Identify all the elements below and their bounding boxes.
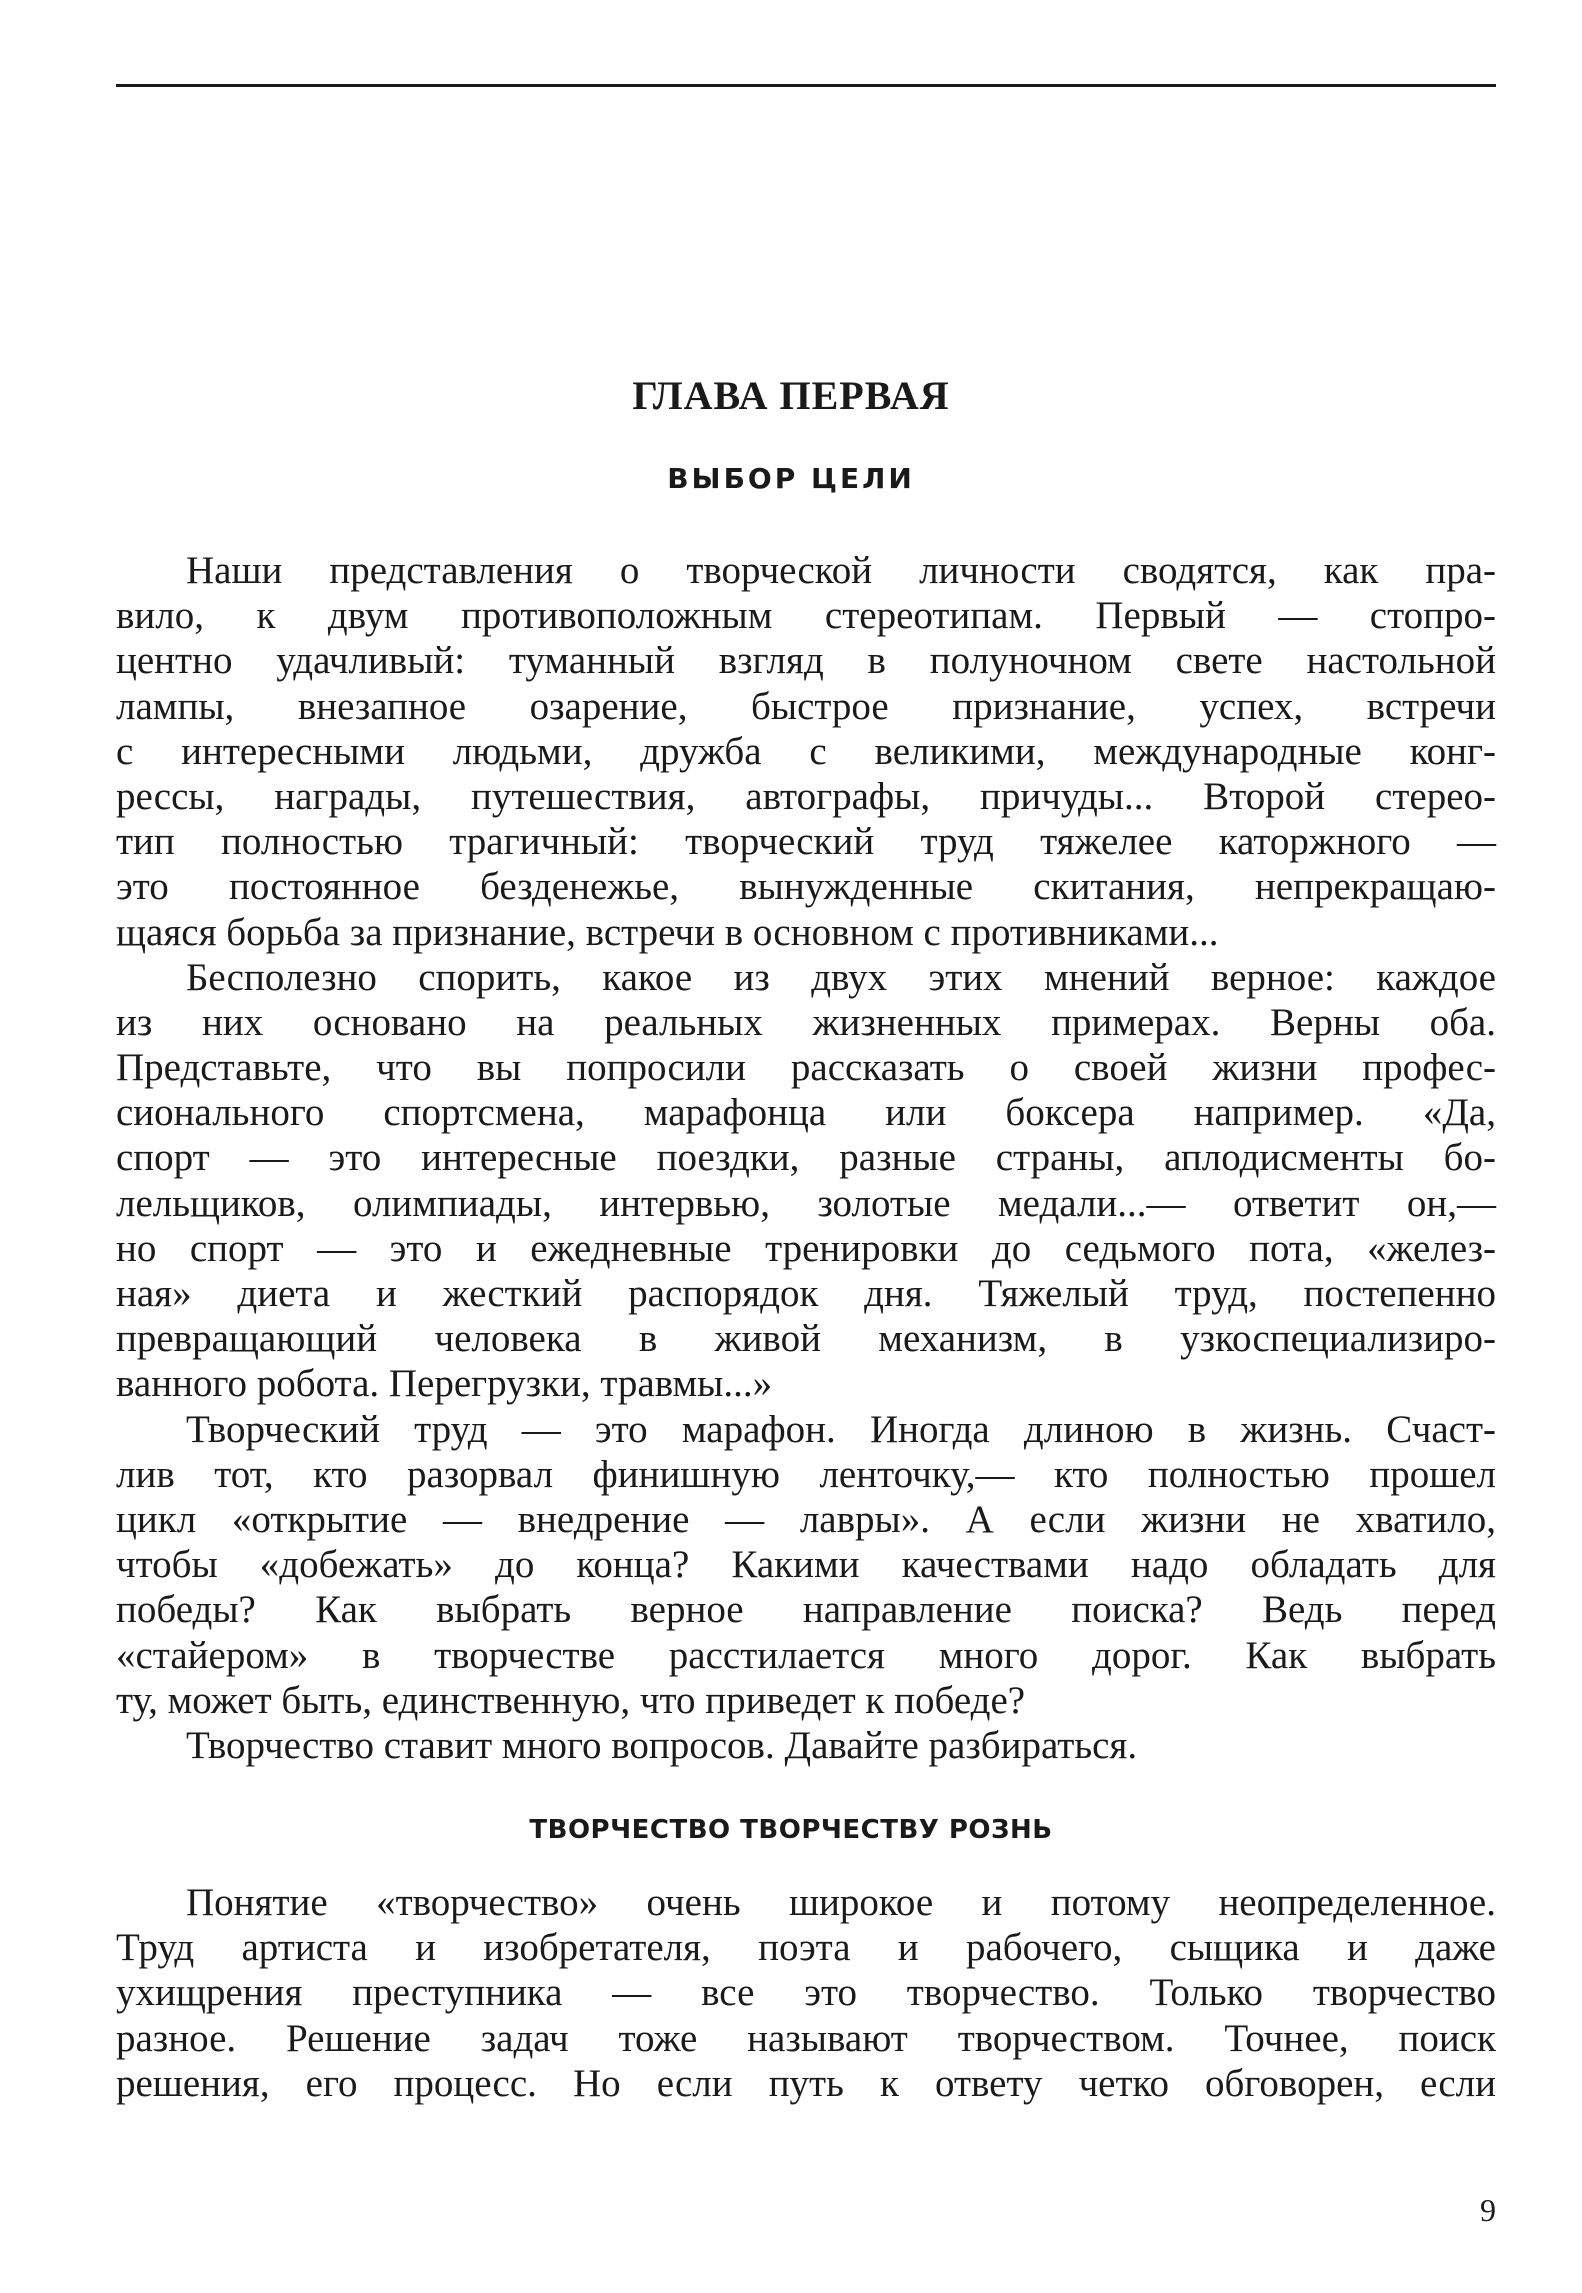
text-line: лампы, внезапное озарение, быстрое признание, успех, встречи	[116, 684, 1496, 728]
text-line: рессы, награды, путешествия, автографы, причуды... Второй стерео-	[116, 774, 1496, 818]
text-line: Понятие «творчество» очень широкое и потому неопределенное.	[186, 1881, 1496, 1924]
text-line: ту, может быть, единственную, что приведет к победе?	[116, 1678, 1026, 1722]
text-line: Творчество ставит много вопросов. Давайте разбираться.	[186, 1723, 1138, 1767]
header-rule	[116, 84, 1496, 87]
section-title: ВЫБОР ЦЕЛИ	[667, 462, 915, 495]
text-line: цикл «открытие — внедрение — лавры». А если жизни не хватило,	[116, 1497, 1496, 1541]
text-line: лельщиков, олимпиады, интервью, золотые медали...— ответит он,—	[116, 1181, 1496, 1225]
page-number: 9	[1480, 2192, 1496, 2228]
text-line: это постоянное безденежье, вынужденные скитания, непрекращаю-	[116, 865, 1496, 909]
text-line: Бесполезно спорить, какое из двух этих мнений верное: каждое	[186, 955, 1496, 999]
text-line: с интересными людьми, дружба с великими, международные конг-	[116, 729, 1496, 773]
text-line: ванного робота. Перегрузки, травмы...»	[116, 1362, 773, 1406]
text-line: ная» диета и жесткий распорядок дня. Тяжелый труд, постепенно	[116, 1272, 1496, 1315]
text-line: решения, его процесс. Но если путь к ответу четко обговорен, если	[116, 2061, 1496, 2105]
text-line: ухищрения преступника — все это творчество. Только творчество	[116, 1971, 1496, 2015]
text-line: «стайером» в творчестве расстилается много дорог. Как выбрать	[116, 1633, 1496, 1677]
text-line: разное. Решение задач тоже называют творчеством. Точнее, поиск	[116, 2016, 1496, 2060]
text-line: лив тот, кто разорвал финишную ленточку,— кто полностью прошел	[116, 1452, 1496, 1496]
text-line: тип полностью трагичный: творческий труд тяжелее каторжного —	[116, 820, 1496, 864]
text-line: сионального спортсмена, марафонца или боксера например. «Да,	[116, 1091, 1496, 1135]
text-line: из них основано на реальных жизненных примерах. Верны оба.	[116, 1000, 1496, 1044]
section-title: ТВОРЧЕСТВО ТВОРЧЕСТВУ РОЗНЬ	[529, 1815, 1053, 1845]
text-line: вило, к двум противоположным стереотипам. Первый — стопро-	[116, 594, 1496, 638]
text-line: Представьте, что вы попросили рассказать о своей жизни профес-	[116, 1046, 1496, 1090]
chapter-title: ГЛАВА ПЕРВАЯ	[632, 373, 950, 418]
text-line: центно удачливый: туманный взгляд в полуночном свете настольной	[116, 639, 1496, 683]
text-line: но спорт — это и ежедневные тренировки до седьмого пота, «желез-	[116, 1226, 1496, 1270]
text-line: Творческий труд — это марафон. Иногда длиною в жизнь. Счаст-	[186, 1407, 1496, 1451]
text-line: превращающий человека в живой механизм, в узкоспециализиро-	[116, 1317, 1496, 1361]
text-line: щаяся борьба за признание, встречи в основном с противниками...	[116, 910, 1219, 954]
text-line: спорт — это интересные поездки, разные страны, аплодисменты бо-	[116, 1136, 1496, 1180]
text-line: Труд артиста и изобретателя, поэта и рабочего, сыщика и даже	[116, 1926, 1496, 1970]
text-line: чтобы «добежать» до конца? Какими качествами надо обладать для	[116, 1543, 1496, 1587]
text-line: Наши представления о творческой личности сводятся, как пра-	[186, 549, 1496, 592]
section-body	[116, 1880, 1496, 2106]
text-line: победы? Как выбрать верное направление поиска? Ведь перед	[116, 1588, 1496, 1632]
section-body	[116, 548, 1496, 1768]
